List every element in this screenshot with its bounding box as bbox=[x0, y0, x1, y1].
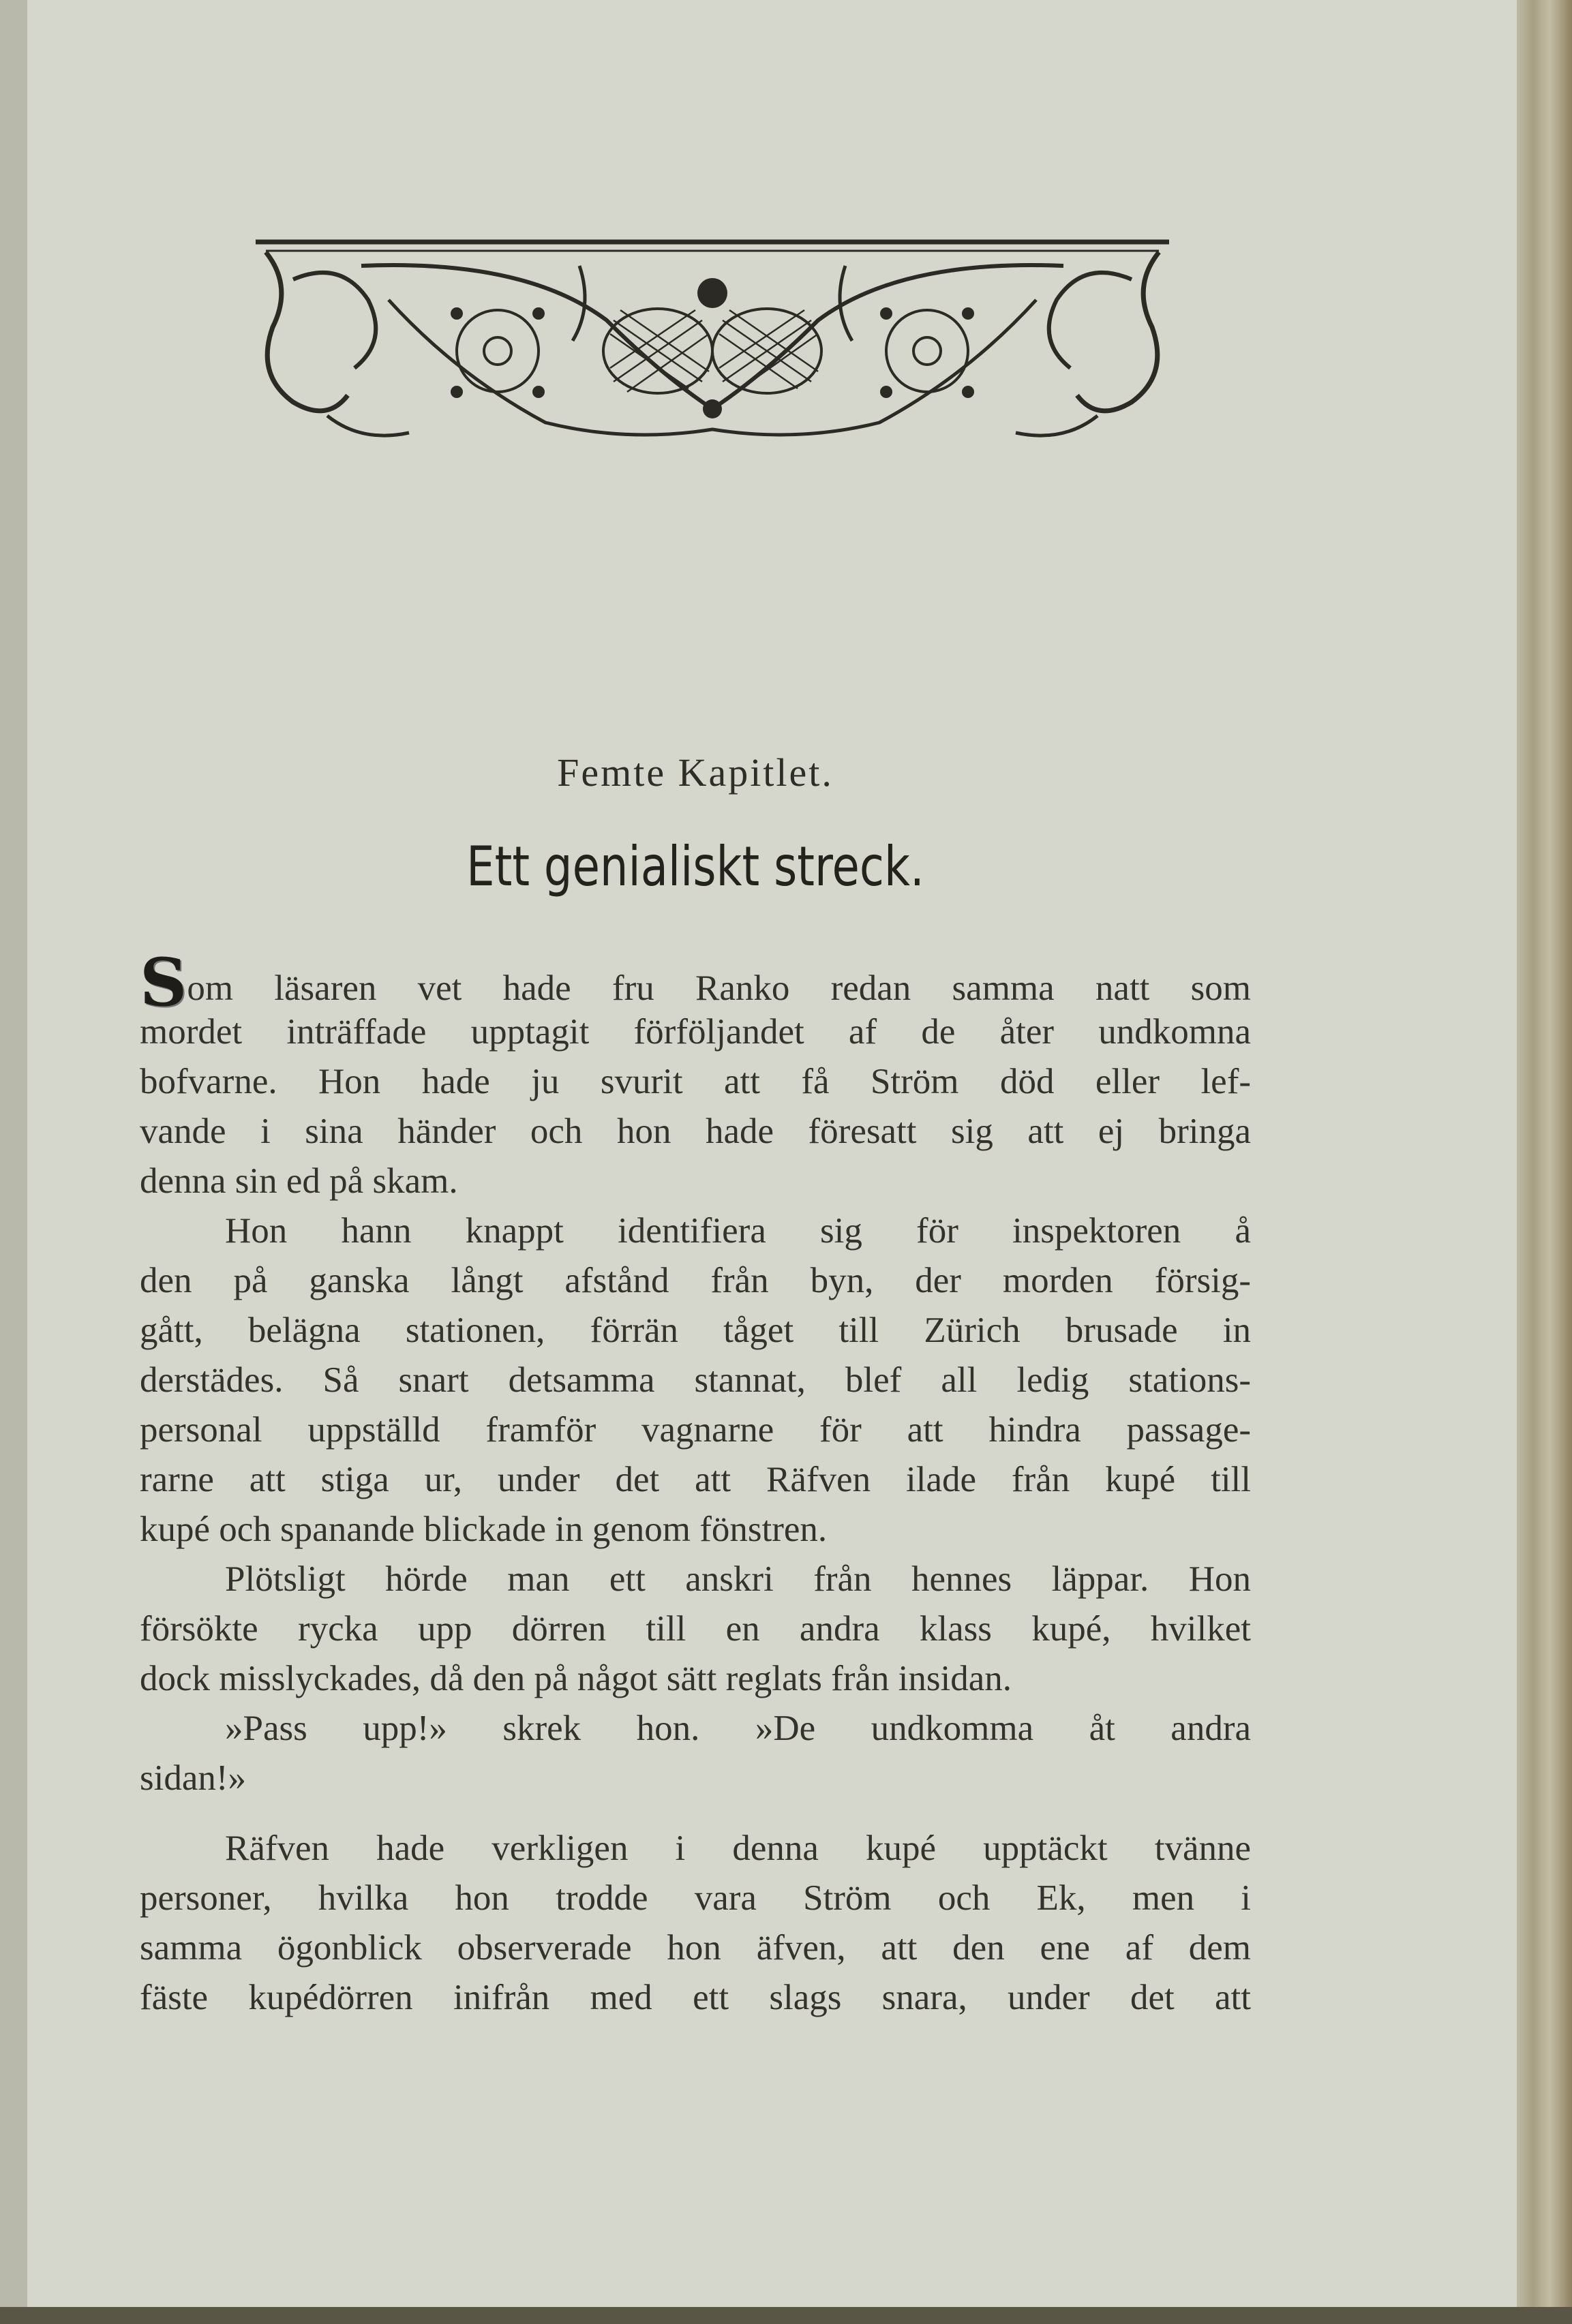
text-line: personal uppställd framför vagnarne för att hindra passage- bbox=[140, 1410, 1251, 1450]
body-paragraph bbox=[140, 1555, 1251, 1704]
body-paragraph bbox=[140, 1206, 1251, 1555]
text-line: »Pass upp!» skrek hon. »De undkomma åt andra bbox=[225, 1709, 1251, 1748]
text-line: Hon hann knappt identifiera sig för inspektoren å bbox=[225, 1211, 1251, 1251]
chapter-title: Ett genialiskt streck. bbox=[466, 835, 924, 898]
text-line: försökte rycka upp dörren till en andra klass kupé, hvilket bbox=[140, 1609, 1251, 1649]
text-line: sidan!» bbox=[140, 1758, 247, 1798]
drop-cap: S bbox=[140, 944, 187, 1021]
text-line: Plötsligt hörde man ett anskri från hennes läppar. Hon bbox=[225, 1559, 1251, 1599]
text-line: vande i sina händer och hon hade föresatt sig att ej bringa bbox=[140, 1112, 1251, 1151]
text-line: denna sin ed på skam. bbox=[140, 1161, 458, 1201]
text-line: dock misslyckades, då den på något sätt reglats från insidan. bbox=[140, 1659, 1012, 1698]
text-line: Räfven hade verkligen i denna kupé upptäckt tvänne bbox=[225, 1829, 1251, 1868]
text-line: gått, belägna stationen, förrän tåget till Zürich brusade in bbox=[140, 1311, 1251, 1350]
body-paragraph bbox=[140, 944, 1251, 1206]
text-line: Som läsaren vet hade fru Ranko redan samma natt som bbox=[140, 944, 1251, 1021]
text-line: bofvarne. Hon hade ju svurit att få Ström död eller lef- bbox=[140, 1062, 1251, 1101]
chapter-heading: Femte Kapitlet. bbox=[557, 750, 834, 795]
ornamental-headpiece bbox=[252, 239, 1173, 453]
text-line: kupé och spanande blickade in genom fönstren. bbox=[140, 1510, 828, 1549]
book-gutter bbox=[0, 0, 27, 2324]
body-paragraph bbox=[140, 1824, 1251, 2023]
text-line: mordet inträffade upptagit förföljandet af de åter undkomna bbox=[140, 1012, 1251, 1052]
page-bottom-edge bbox=[0, 2307, 1572, 2324]
text-line: derstädes. Så snart detsamma stannat, blef all ledig stations- bbox=[140, 1360, 1251, 1400]
text-line: personer, hvilka hon trodde vara Ström och Ek, men i bbox=[140, 1878, 1251, 1918]
text-line: rarne att stiga ur, under det att Räfven ilade från kupé till bbox=[140, 1460, 1251, 1499]
text-line: samma ögonblick observerade hon äfven, att den ene af dem bbox=[140, 1928, 1251, 1968]
text-line: den på ganska långt afstånd från byn, der morden försig- bbox=[140, 1261, 1251, 1300]
text-line: fäste kupédörren inifrån med ett slags snara, under det att bbox=[140, 1978, 1251, 2017]
body-paragraph bbox=[140, 1704, 1251, 1803]
page-edge-stack bbox=[1517, 0, 1572, 2324]
